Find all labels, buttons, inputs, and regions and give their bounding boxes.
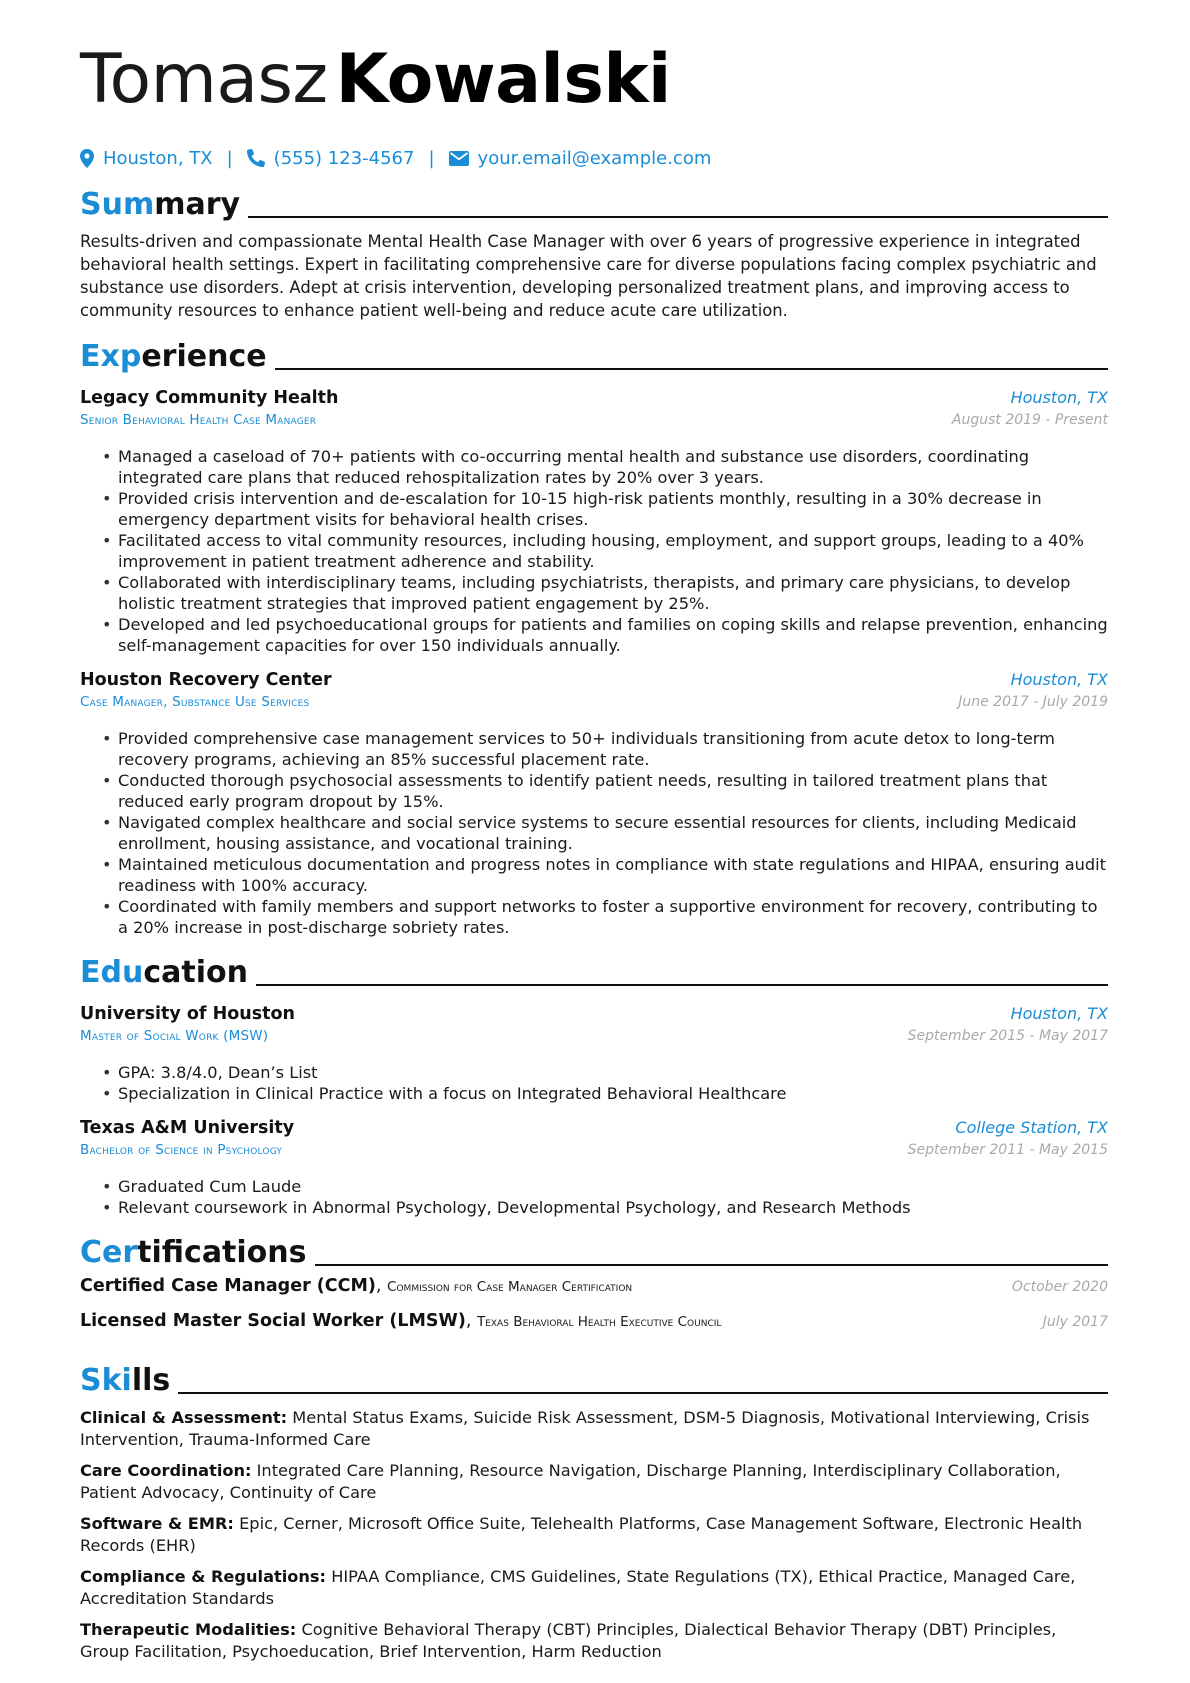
email-link[interactable]: your.email@example.com bbox=[477, 147, 712, 169]
skills-heading bbox=[80, 1358, 1108, 1398]
contact-separator: | bbox=[428, 147, 435, 169]
candidate-name bbox=[80, 40, 1108, 120]
school-name: Texas A&M University bbox=[80, 1118, 295, 1138]
degree-title: Master of Social Work (MSW) bbox=[80, 1028, 269, 1044]
contact-email[interactable] bbox=[449, 148, 712, 169]
achievement-item: • Developed and led psychoeducational groups for patients and families on coping skills and relapse prevention, enhancing self-management capacities for over 150 individuals annually. bbox=[118, 614, 1108, 656]
summary-title: Summary bbox=[80, 187, 241, 222]
school-name: University of Houston bbox=[80, 1004, 295, 1024]
skill-category: Software & EMR: bbox=[80, 1514, 234, 1533]
skill-group bbox=[80, 1619, 1108, 1663]
certification-item: Licensed Master Social Worker (LMSW), Texas Behavioral Health Executive Council July 2017 bbox=[80, 1311, 1108, 1331]
experience-heading bbox=[80, 334, 1108, 374]
skill-list: Cognitive Behavioral Therapy (CBT) Principles, Dialectical Behavior Therapy (DBT) Principles, Group Facilitation, Psychoeducation, Brief Intervention, Harm Reduction bbox=[80, 1620, 1057, 1661]
achievement-list bbox=[80, 446, 1108, 656]
skill-group bbox=[80, 1460, 1108, 1504]
job-title: Senior Behavioral Health Case Manager bbox=[80, 412, 317, 428]
achievement-item: • Maintained meticulous documentation and progress notes in compliance with state regulations and HIPAA, ensuring audit readiness with 100% accuracy. bbox=[118, 854, 1108, 896]
skill-list: Integrated Care Planning, Resource Navigation, Discharge Planning, Interdisciplinary Collaboration, Patient Advocacy, Continuity of Care bbox=[80, 1461, 1061, 1502]
certification-name: Licensed Master Social Worker (LMSW) bbox=[80, 1311, 466, 1331]
education-dates: September 2011 - May 2015 bbox=[907, 1142, 1108, 1158]
experience-entry bbox=[80, 670, 1108, 938]
skill-category: Care Coordination: bbox=[80, 1461, 252, 1480]
skills-title: Skills bbox=[80, 1363, 171, 1398]
education-detail-item: • Graduated Cum Laude bbox=[118, 1176, 1108, 1197]
employer-name: Legacy Community Health bbox=[80, 388, 339, 408]
contact-phone bbox=[247, 148, 415, 169]
employer-name: Houston Recovery Center bbox=[80, 670, 332, 690]
contact-separator: | bbox=[226, 147, 233, 169]
section-divider bbox=[248, 216, 1108, 218]
education-entry bbox=[80, 1118, 1108, 1218]
certification-issuer: Commission for Case Manager Certification bbox=[387, 1279, 633, 1295]
last-name: Kowalski bbox=[335, 40, 671, 119]
summary-heading bbox=[80, 182, 1108, 222]
summary-text: Results-driven and compassionate Mental Health Case Manager with over 6 years of progressive experience in integrated behavioral health settings. Expert in facilitating comprehensive care for diverse populations facing complex psychiatric and substance use disorders. Adept at crisis intervention, developing personalized treatment plans, and improving access to community resources to enhance patient well-being and reduce acute care utilization. bbox=[80, 232, 1097, 320]
skill-category: Compliance & Regulations: bbox=[80, 1567, 327, 1586]
job-location: Houston, TX bbox=[1010, 670, 1108, 689]
skill-list: Mental Status Exams, Suicide Risk Assessment, DSM-5 Diagnosis, Motivational Interviewing, Crisis Intervention, Trauma-Informed Care bbox=[80, 1408, 1090, 1449]
section-divider bbox=[178, 1392, 1108, 1394]
education-detail-item: • Specialization in Clinical Practice with a focus on Integrated Behavioral Healthcare bbox=[118, 1083, 1108, 1104]
education-detail-list bbox=[80, 1176, 1108, 1218]
skill-group bbox=[80, 1513, 1108, 1557]
job-location: Houston, TX bbox=[1010, 388, 1108, 407]
skill-category: Clinical & Assessment: bbox=[80, 1408, 288, 1427]
skill-group bbox=[80, 1566, 1108, 1610]
education-detail-item: • GPA: 3.8/4.0, Dean’s List bbox=[118, 1062, 1108, 1083]
experience-title: Experience bbox=[80, 339, 267, 374]
section-divider bbox=[275, 368, 1108, 370]
experience-entry bbox=[80, 388, 1108, 656]
certifications-title: Certifications bbox=[80, 1235, 307, 1270]
location-text: Houston, TX bbox=[103, 147, 213, 169]
phone-text: (555) 123-4567 bbox=[273, 147, 415, 169]
job-dates: August 2019 - Present bbox=[951, 412, 1108, 428]
achievement-item: • Provided comprehensive case management services to 50+ individuals transitioning from acute detox to long-term recovery programs, achieving an 85% successful placement rate. bbox=[118, 728, 1108, 770]
achievement-item: • Coordinated with family members and support networks to foster a supportive environment for recovery, contributing to a 20% increase in post-discharge sobriety rates. bbox=[118, 896, 1108, 938]
envelope-icon bbox=[449, 151, 469, 166]
contact-bar bbox=[80, 146, 1108, 170]
achievement-item: • Facilitated access to vital community resources, including housing, employment, and support groups, leading to a 40% improvement in patient treatment adherence and stability. bbox=[118, 530, 1108, 572]
education-dates: September 2015 - May 2017 bbox=[907, 1028, 1108, 1044]
section-divider bbox=[256, 984, 1108, 986]
skill-list: Epic, Cerner, Microsoft Office Suite, Telehealth Platforms, Case Management Software, Electronic Health Records (EHR) bbox=[80, 1514, 1083, 1555]
certification-issuer: Texas Behavioral Health Executive Council bbox=[476, 1314, 722, 1330]
degree-title: Bachelor of Science in Psychology bbox=[80, 1142, 283, 1158]
section-divider bbox=[315, 1264, 1108, 1266]
skill-list: HIPAA Compliance, CMS Guidelines, State Regulations (TX), Ethical Practice, Managed Care, Accreditation Standards bbox=[80, 1567, 1076, 1608]
education-detail-item: • Relevant coursework in Abnormal Psychology, Developmental Psychology, and Research Methods bbox=[118, 1197, 1108, 1218]
skill-group bbox=[80, 1407, 1108, 1451]
school-location: College Station, TX bbox=[955, 1118, 1108, 1137]
certification-date: October 2020 bbox=[1011, 1279, 1108, 1295]
job-title: Case Manager, Substance Use Services bbox=[80, 694, 310, 710]
achievement-item: • Managed a caseload of 70+ patients with co-occurring mental health and substance use disorders, coordinating integrated care plans that reduced rehospitalization rates by 20% over 3 years. bbox=[118, 446, 1108, 488]
education-entry bbox=[80, 1004, 1108, 1104]
skill-category: Therapeutic Modalities: bbox=[80, 1620, 297, 1639]
education-title: Education bbox=[80, 955, 248, 990]
contact-location bbox=[80, 148, 213, 169]
first-name: Tomasz bbox=[80, 40, 328, 119]
certification-item: Certified Case Manager (CCM), Commission for Case Manager Certification October 2020 bbox=[80, 1276, 1108, 1296]
school-location: Houston, TX bbox=[1010, 1004, 1108, 1023]
phone-icon bbox=[247, 149, 265, 167]
achievement-item: • Provided crisis intervention and de-escalation for 10-15 high-risk patients monthly, resulting in a 30% decrease in emergency department visits for behavioral health crises. bbox=[118, 488, 1108, 530]
achievement-item: • Navigated complex healthcare and social service systems to secure essential resources for clients, including Medicaid enrollment, housing assistance, and vocational training. bbox=[118, 812, 1108, 854]
education-detail-list bbox=[80, 1062, 1108, 1104]
achievement-item: • Conducted thorough psychosocial assessments to identify patient needs, resulting in tailored treatment plans that reduced early program dropout by 15%. bbox=[118, 770, 1108, 812]
certification-date: July 2017 bbox=[1042, 1314, 1108, 1330]
education-heading bbox=[80, 950, 1108, 990]
map-pin-icon bbox=[80, 149, 94, 168]
certifications-heading bbox=[80, 1230, 1108, 1270]
certification-name: Certified Case Manager (CCM) bbox=[80, 1276, 376, 1296]
job-dates: June 2017 - July 2019 bbox=[958, 694, 1108, 710]
achievement-item: • Collaborated with interdisciplinary teams, including psychiatrists, therapists, and primary care physicians, to develop holistic treatment strategies that improved patient engagement by 25%. bbox=[118, 572, 1108, 614]
achievement-list bbox=[80, 728, 1108, 938]
